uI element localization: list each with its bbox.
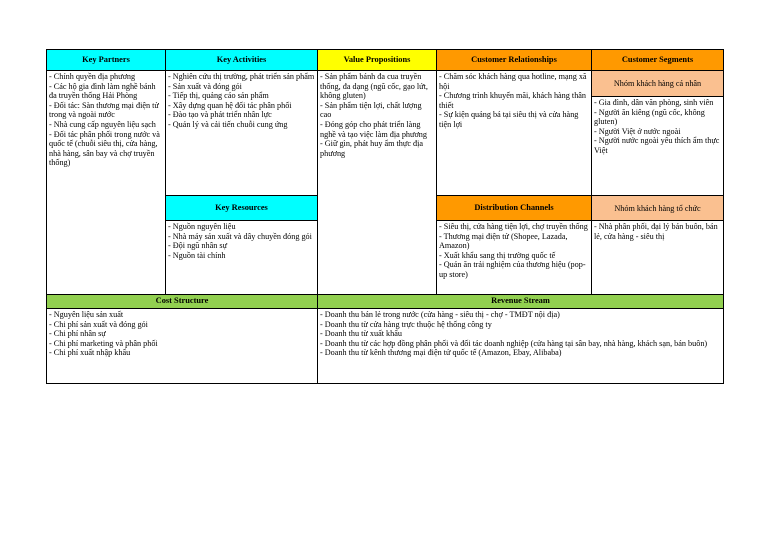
- key-partner-item: - Các hộ gia đình làm nghề bánh đa truyền thống Hải Phòng: [49, 81, 156, 101]
- key-partner-item: - Nhà cung cấp nguyên liệu sạch: [49, 119, 156, 129]
- segment-individual-subheader: Nhóm khách hàng cá nhân: [591, 70, 724, 97]
- key-activity-item: - Quản lý và cải tiến chuỗi cung ứng: [168, 119, 288, 129]
- revenue-stream-body: [317, 308, 724, 384]
- distribution-channel-item: - Siêu thị, cửa hàng tiện lợi, chợ truyền thống: [439, 222, 588, 231]
- revenue-item: - Doanh thu từ cửa hàng trực thuộc hệ thống công ty: [320, 319, 492, 329]
- segment-individual-item: - Người nước ngoài yêu thích ẩm thực Việt: [594, 136, 720, 155]
- key-resource-item: - Nhà máy sản xuất và dây chuyền đóng gói: [168, 231, 312, 241]
- customer-relationships-header: Customer Relationships: [436, 49, 592, 71]
- key-activity-item: - Tiếp thị, quảng cáo sản phẩm: [168, 91, 269, 101]
- key-activity-item: - Đào tạo và phát triển nhân lực: [168, 110, 272, 120]
- revenue-item: - Doanh thu bán lẻ trong nước (cửa hàng - siêu thị - chợ - TMĐT nội địa): [320, 310, 560, 319]
- segment-organization-item: - Nhà phân phối, đại lý bán buôn, bán lẻ, cửa hàng - siêu thị: [594, 222, 718, 241]
- key-activity-item: - Nghiên cứu thị trường, phát triển sản phẩm: [168, 72, 315, 81]
- key-partners-header: Key Partners: [46, 49, 166, 71]
- key-resources-body: [165, 220, 318, 295]
- revenue-item: - Doanh thu từ xuất khẩu: [320, 329, 402, 339]
- distribution-channel-item: - Quán ăn trải nghiệm của thương hiệu (pop-up store): [439, 260, 586, 279]
- key-resource-item: - Nguồn nguyên liệu: [168, 222, 236, 231]
- key-activities-header: Key Activities: [165, 49, 318, 71]
- customer-relationship-item: - Sự kiện quảng bá tại siêu thị và cửa hàng tiện lợi: [439, 110, 579, 129]
- customer-relationship-item: - Chăm sóc khách hàng qua hotline, mạng xã hội: [439, 72, 587, 91]
- cost-structure-body: [46, 308, 318, 384]
- customer-relationship-item: - Chương trình khuyến mãi, khách hàng thân thiết: [439, 91, 587, 110]
- value-proposition-item: - Sản phẩm tiện lợi, chất lượng cao: [320, 100, 422, 120]
- key-resource-item: - Đội ngũ nhân sự: [168, 241, 228, 251]
- cost-item: - Chi phí nhân sự: [49, 329, 106, 339]
- value-propositions-header: Value Propositions: [317, 49, 437, 71]
- key-activity-item: - Xây dựng quan hệ đối tác phân phối: [168, 100, 292, 110]
- segment-individual-item: - Người ăn kiêng (ngũ cốc, không gluten): [594, 107, 705, 127]
- key-resources-header: Key Resources: [165, 195, 318, 221]
- customer-relationships-body: [436, 70, 592, 196]
- key-partners-body: [46, 70, 166, 295]
- cost-item: - Nguyên liệu sản xuất: [49, 310, 124, 319]
- value-proposition-item: - Sản phẩm bánh đa cua truyền thống, đa dạng (ngũ cốc, gạo lứt, không gluten): [320, 72, 428, 101]
- cost-item: - Chi phí xuất nhập khẩu: [49, 348, 131, 358]
- value-proposition-item: - Giữ gìn, phát huy ẩm thực địa phương: [320, 139, 424, 158]
- segment-individual-item: - Gia đình, dân văn phòng, sinh viên: [594, 98, 714, 107]
- segment-organization-subheader: Nhóm khách hàng tổ chức: [591, 195, 724, 221]
- distribution-channels-body: [436, 220, 592, 295]
- distribution-channel-item: - Thương mại điện tử (Shopee, Lazada, Amazon): [439, 231, 568, 251]
- cost-item: - Chi phí marketing và phân phối: [49, 338, 158, 348]
- distribution-channel-item: - Xuất khẩu sang thị trường quốc tế: [439, 250, 556, 260]
- value-proposition-item: - Đóng góp cho phát triển làng nghề và tạo việc làm địa phương: [320, 119, 427, 139]
- key-partner-item: - Đối tác: Sàn thương mại điện tử trong và ngoài nước: [49, 100, 159, 120]
- revenue-stream-header: Revenue Stream: [317, 294, 724, 309]
- key-activity-item: - Sản xuất và đóng gói: [168, 81, 242, 91]
- revenue-item: - Doanh thu từ các hợp đồng phân phối và đối tác doanh nghiệp (cửa hàng tại sân bay, nhà hàng, khách sạn, bán buôn): [320, 338, 708, 348]
- cost-item: - Chi phí sản xuất và đóng gói: [49, 319, 148, 329]
- value-propositions-body: [317, 70, 437, 295]
- customer-segments-header: Customer Segments: [591, 49, 724, 71]
- segment-individual-body: [591, 96, 724, 196]
- key-activities-body: [165, 70, 318, 196]
- segment-organization-body: [591, 220, 724, 295]
- revenue-item: - Doanh thu từ kênh thương mại điện tử quốc tế (Amazon, Ebay, Alibaba): [320, 348, 562, 358]
- cost-structure-header: Cost Structure: [46, 294, 318, 309]
- key-partner-item: - Đối tác phân phối trong nước và quốc tế (chuỗi siêu thị, cửa hàng, nhà hàng, sân bay và chợ truyền thống): [49, 129, 160, 168]
- key-resource-item: - Nguồn tài chính: [168, 250, 226, 260]
- key-partner-item: - Chính quyền địa phương: [49, 72, 136, 81]
- distribution-channels-header: Distribution Channels: [436, 195, 592, 221]
- segment-individual-item: - Người Việt ở nước ngoài: [594, 126, 681, 136]
